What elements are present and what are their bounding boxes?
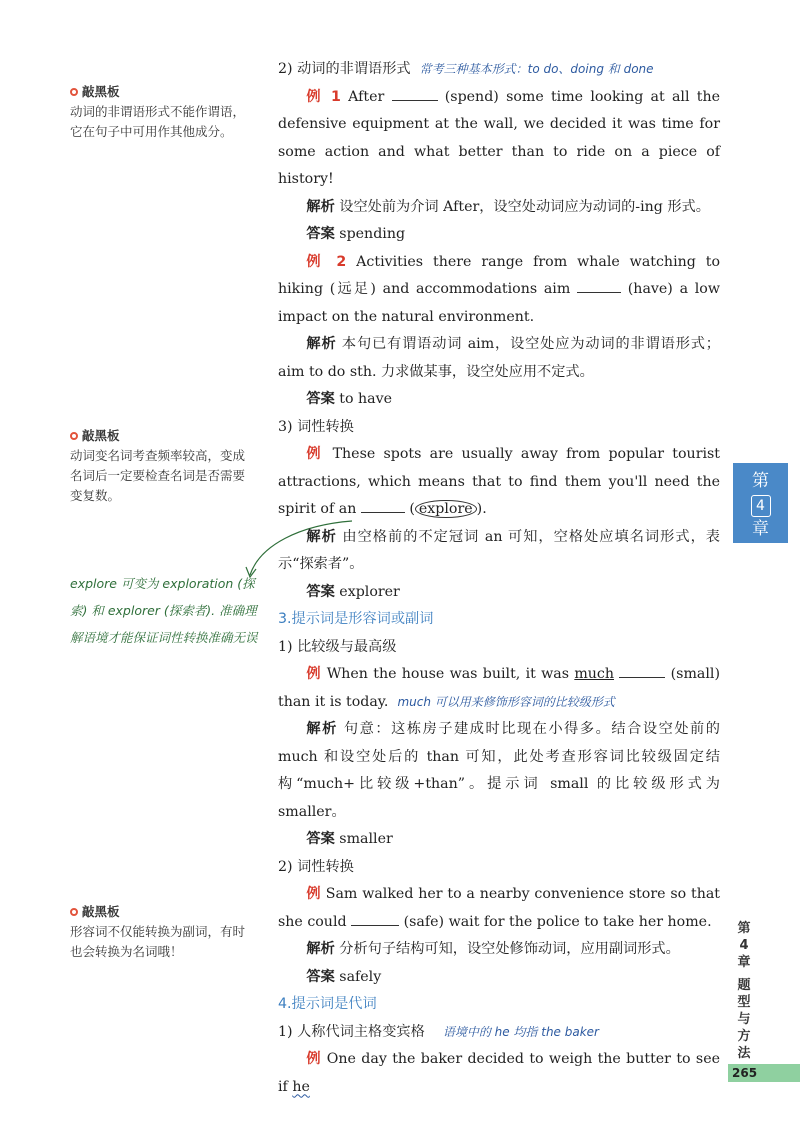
example-text: (safe) wait for the police to take her home. (403, 913, 712, 930)
example-label: 例 2 (306, 253, 347, 270)
answer-blank (361, 498, 405, 513)
example-text: Activities there range from whale watching to hiking (远足) and accommodations aim (278, 253, 720, 297)
hint-word: explore (415, 500, 477, 518)
sidebar-note-2 (70, 426, 250, 506)
key-word: much (574, 666, 615, 682)
answer-text: spending (339, 226, 406, 242)
main-content: 2) 动词的非谓语形式 常考三种基本形式：to do、doing 和 done 例 1 After (spend) some time looking at all the defensive equipment at the wall, we decided it was time for some action and what better than to ride on a piece of history! 解析 设空处前为介词 After，设空处动词应为动词的-ing 形式。 答案 spending 例 2 Activities there range from whale watching to hiking (远足) and accommodations aim (have) a low impact on the natural environment. 解析 本句已有谓语动词 aim，设空处应为动词的非谓语形式；aim to do sth. 力求做某事，设空处应用不定式。 答案 to have 3) 词性转换 例 These spots are usually away from popular tourist attractions, which means that to find them you'll need the spirit of an ( explore ). 解析 由空格前的不定冠词 an 可知，空格处应填名词形式，表示“探索者”。 答案 explorer 3.提示词是形容词或副词 1) 比较级与最高级 例 When the house was built, it was much (small) than it is today. much 可以用来修饰形容词的比较级形式 解析 句意：这栋房子建成时比现在小得多。结合设空处前的 much 和设空处后的 than 可知，此处考查形容词比较级固定结构“much+比较级+than”。提示词 small 的比较级形式为 smaller。 答案 smaller 2) 词性转换 例 Sam walked her to a nearby convenience store so that she could (safe) wait for the police to take her home. 解析 分析句子结构可知，设空处修饰动词，应用副词形式。 答案 safely 4.提示词是代词 1) 人称代词主格变宾格 语境中的 he 均指 the baker 例 One day the baker decided to weigh the butter to see if he (278, 61, 720, 1095)
bullet-icon (70, 908, 78, 916)
answer-blank (392, 86, 438, 101)
vertical-char: 法 (737, 1046, 751, 1061)
example-label: 例 1 (306, 88, 341, 105)
bullet-icon (70, 432, 78, 440)
heading-word-class-2: 2) 词性转换 (278, 858, 354, 875)
handwritten-note: much 可以用来修饰形容词的比较级形式 (397, 694, 615, 709)
analysis-text: 由空格前的不定冠词 an 可知，空格处应填名词形式，表示“探索者”。 (278, 528, 720, 572)
example-text: One day the baker decided to weigh the butter to see if (278, 1051, 720, 1095)
note-title: 敲黑板 (82, 904, 120, 919)
answer-label: 答案 (306, 831, 335, 847)
analysis-label: 解析 (306, 721, 338, 737)
analysis-label: 解析 (306, 336, 337, 352)
chapter-tab (733, 463, 788, 543)
heading-comparative: 1) 比较级与最高级 (278, 638, 397, 655)
bullet-icon (70, 88, 78, 96)
example-text: These spots are usually away from popular tourist attractions, which means that to find them you'll need the spirit of an (278, 446, 720, 517)
example-text: (have) a low impact on the natural environment. (278, 281, 720, 325)
tab-number: 4 (751, 495, 771, 517)
example-label: 例 (306, 886, 321, 902)
answer-text: smaller (339, 831, 393, 847)
example-text: (spend) some time looking at all the defensive equipment at the wall, we decided it was time for some action and what better than to ride on a piece of history! (278, 88, 720, 187)
analysis-text: 本句已有谓语动词 aim，设空处应为动词的非谓语形式；aim to do sth. 力求做某事，设空处应用不定式。 (278, 336, 720, 380)
handwritten-note: 常考三种基本形式：to do、doing 和 done (419, 62, 654, 76)
analysis-label: 解析 (306, 528, 337, 545)
example-text: When the house was built, it was (326, 666, 570, 682)
vertical-char: 4 (739, 938, 749, 953)
section-heading: 4.提示词是代词 (278, 996, 377, 1012)
page-number: 265 (732, 1066, 758, 1080)
key-word: he (292, 1078, 310, 1095)
handwritten-note: 语境中的 he 均指 the baker (442, 1024, 599, 1039)
section-heading: 3.提示词是形容词或副词 (278, 611, 434, 627)
heading-word-class: 3) 词性转换 (278, 418, 354, 435)
tab-bottom: 章 (752, 519, 769, 539)
vertical-char: 型 (737, 995, 751, 1010)
answer-blank (619, 663, 665, 678)
analysis-label: 解析 (306, 198, 335, 215)
answer-label: 答案 (306, 226, 335, 242)
analysis-text: 设空处前为介词 After，设空处动词应为动词的-ing 形式。 (339, 198, 710, 215)
sidebar-note-3 (70, 902, 250, 962)
sidebar-note-1 (70, 82, 250, 142)
heading-nonfinite: 2) 动词的非谓语形式 (278, 61, 411, 77)
example-label: 例 (306, 666, 322, 682)
answer-label: 答案 (306, 583, 335, 600)
analysis-label: 解析 (306, 941, 335, 957)
answer-text: to have (339, 391, 393, 407)
vertical-char: 章 (737, 955, 751, 970)
answer-text: explorer (339, 583, 400, 600)
vertical-chapter-label (732, 920, 756, 1062)
answer-text: safely (339, 968, 382, 985)
handwritten-side-note: explore 可变为 exploration (探索) 和 explorer (探索者). 准确理解语境才能保证词性转换准确无误 (70, 576, 258, 645)
vertical-char: 方 (737, 1029, 751, 1044)
vertical-char: 与 (737, 1012, 751, 1027)
note-text: 动词的非谓语形式不能作谓语，它在句子中可用作其他成分。 (70, 104, 246, 139)
note-text: 动词变名词考查频率较高，变成名词后一定要检查名词是否需要变复数。 (70, 448, 246, 503)
heading-pronoun: 1) 人称代词主格变宾格 (278, 1023, 425, 1040)
example-label: 例 (306, 1051, 322, 1067)
note-title: 敲黑板 (82, 84, 120, 99)
vertical-char: 第 (737, 921, 751, 936)
analysis-text: 句意：这栋房子建成时比现在小得多。结合设空处前的 much 和设空处后的 than 可知，此处考查形容词比较级固定结构“much+比较级+than”。提示词 small 的比较级形式为 smaller。 (278, 721, 720, 820)
answer-blank (577, 278, 621, 293)
tab-top: 第 (752, 471, 769, 491)
example-text: (small) than it is today. (278, 666, 720, 710)
note-title: 敲黑板 (82, 428, 120, 443)
answer-label: 答案 (306, 968, 335, 985)
example-label: 例 (306, 446, 325, 462)
example-text: After (348, 88, 385, 105)
example-text: Sam walked her to a nearby convenience store so that she could (278, 886, 720, 930)
answer-label: 答案 (306, 391, 335, 407)
vertical-char: 题 (737, 978, 751, 993)
answer-blank (351, 911, 399, 926)
note-text: 形容词不仅能转换为副词，有时也会转换为名词哦！ (70, 924, 246, 959)
analysis-text: 分析句子结构可知，设空处修饰动词，应用副词形式。 (339, 941, 680, 957)
